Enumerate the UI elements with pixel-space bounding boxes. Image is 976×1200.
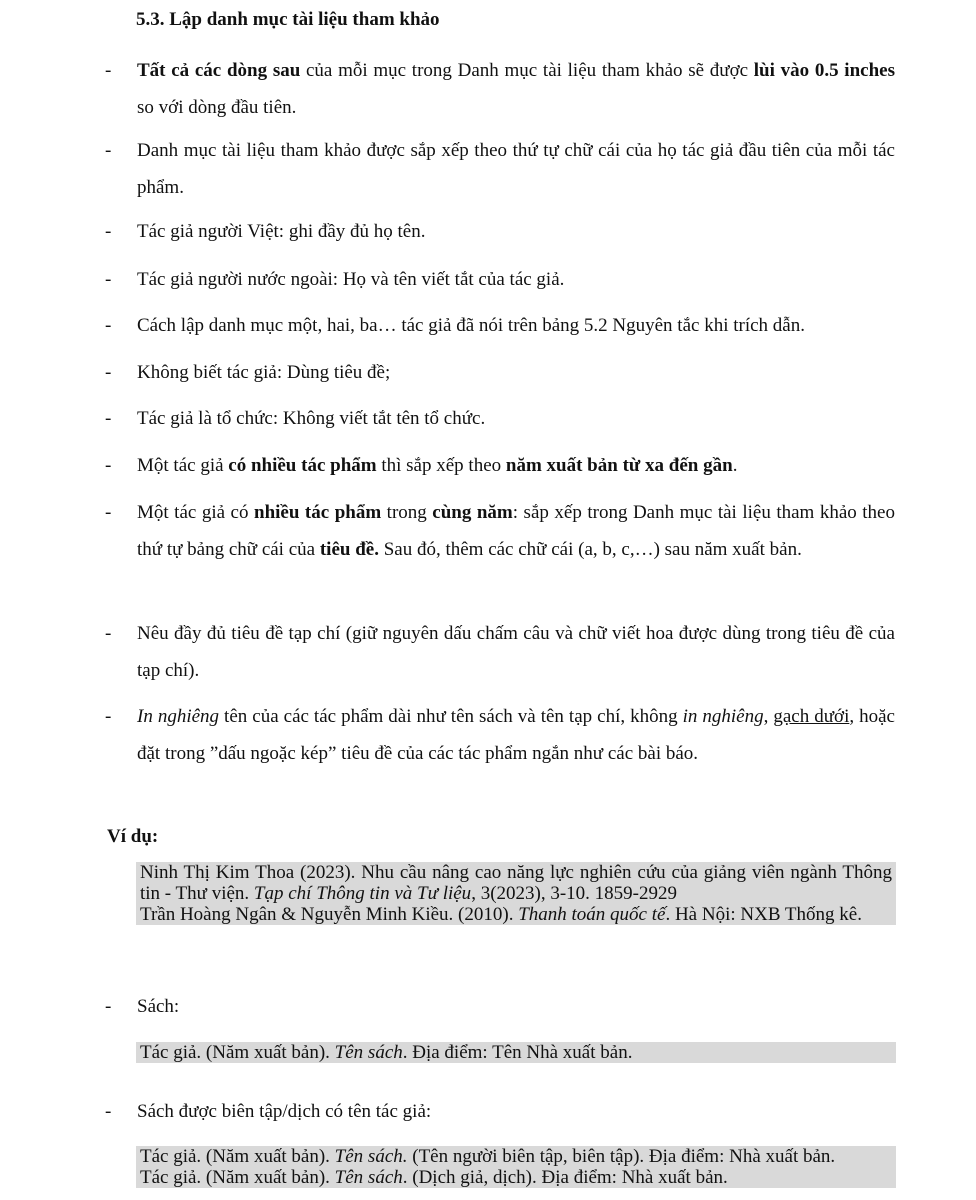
list-item [105, 494, 895, 568]
reference-template [140, 1146, 892, 1167]
example-box [136, 1146, 896, 1188]
dash-marker: - [105, 362, 112, 383]
text-run: Tác giả. (Năm xuất bản). [140, 1042, 335, 1063]
list-item-text: Sách: [137, 996, 180, 1017]
bold-text: Tất cả các dòng sau [137, 60, 301, 81]
list-item [105, 132, 895, 206]
dash-marker: - [105, 623, 112, 644]
bold-text: cùng năm [432, 502, 513, 523]
example-label: Ví dụ: [107, 826, 159, 847]
example-box [136, 862, 896, 925]
italic-text: Thanh toán quốc tế [518, 904, 666, 925]
list-item [105, 447, 895, 484]
text-run: Tác giả. (Năm xuất bản). [140, 1146, 335, 1167]
dash-marker: - [105, 221, 112, 242]
reference-template [140, 1167, 892, 1188]
text-run: thì sắp xếp theo [376, 455, 506, 476]
dash-marker: - [105, 315, 112, 336]
text-run: Ninh Thị Kim Thoa (2023). Nhu cầu nâng cao năng lực nghiên cứu của giảng viên ngành Thông tin - Thư viện. [140, 862, 892, 904]
list-item [105, 213, 895, 250]
text-run: : sắp xếp trong Danh mục tài liệu tham khảo theo thứ tự bảng chữ cái của [137, 502, 895, 560]
dash-marker: - [105, 996, 112, 1017]
text-run: . Hà Nội: NXB Thống kê. [665, 904, 862, 925]
list-item-text [137, 494, 895, 568]
italic-text: Tên sách [334, 1042, 403, 1063]
list-item-text: Nêu đầy đủ tiêu đề tạp chí (giữ nguyên dấu chấm câu và chữ viết hoa được dùng trong tiêu đề của tạp chí). [137, 623, 895, 681]
bold-text: lùi vào 0.5 inches [753, 60, 895, 81]
list-item-text: Cách lập danh mục một, hai, ba… tác giả đã nói trên bảng 5.2 Nguyên tắc khi trích dẫn. [137, 315, 805, 336]
list-item-text: Sách được biên tập/dịch có tên tác giả: [137, 1101, 432, 1122]
list-item [105, 354, 895, 391]
text-run: tên của các tác phẩm dài như tên sách và tên tạp chí, không [219, 706, 683, 727]
list-item [105, 400, 895, 437]
list-item-text [137, 52, 895, 126]
text-run: Một tác giả [137, 455, 229, 476]
text-run: . Địa điểm: Tên Nhà xuất bản. [402, 1042, 633, 1063]
dash-marker: - [105, 706, 112, 727]
text-run: . (Dịch giả, dịch). Địa điểm: Nhà xuất bản. [402, 1167, 728, 1188]
list-item [105, 615, 895, 689]
dash-marker: - [105, 60, 112, 81]
list-item-text: Tác giả người Việt: ghi đầy đủ họ tên. [137, 221, 426, 242]
list-item [105, 307, 895, 344]
italic-text: In nghiêng [137, 706, 220, 727]
dash-marker: - [105, 502, 112, 523]
text-run: , [763, 706, 774, 727]
italic-text: Tạp chí Thông tin và Tư liệu [253, 883, 472, 904]
bold-text: tiêu đề. [319, 539, 379, 560]
italic-text: in nghiêng [682, 706, 764, 727]
list-item-text [137, 447, 895, 484]
text-run: Một tác giả có [137, 502, 254, 523]
text-run: của mỗi mục trong Danh mục tài liệu tham khảo sẽ được [300, 60, 754, 81]
text-run: (Tên người biên tập, biên tập). Địa điểm: Nhà xuất bản. [407, 1146, 836, 1167]
text-run: so với dòng đầu tiên. [137, 97, 297, 118]
list-item-text: Không biết tác giả: Dùng tiêu đề; [137, 362, 391, 383]
text-run: Trần Hoàng Ngân & Nguyễn Minh Kiều. (2010). [140, 904, 519, 925]
list-item-text: Tác giả người nước ngoài: Họ và tên viết tắt của tác giả. [137, 269, 565, 290]
list-item-text: Danh mục tài liệu tham khảo được sắp xếp theo thứ tự chữ cái của họ tác giả đầu tiên của mỗi tác phẩm. [137, 140, 895, 198]
bold-text: năm xuất bản từ xa đến gần [505, 455, 733, 476]
reference-entry [140, 904, 892, 925]
reference-template [140, 1042, 892, 1063]
reference-entry [140, 862, 892, 904]
dash-marker: - [105, 408, 112, 429]
list-item [105, 1093, 895, 1130]
text-run: , 3(2023), 3-10. 1859-2929 [471, 883, 677, 904]
underlined-text: gạch dưới [773, 706, 850, 727]
list-item [105, 261, 895, 298]
bold-text: có nhiều tác phẩm [228, 455, 377, 476]
section-heading: 5.3. Lập danh mục tài liệu tham khảo [136, 9, 440, 30]
italic-text: Tên sách. [334, 1146, 408, 1167]
list-item [105, 52, 895, 126]
list-item [105, 988, 895, 1025]
dash-marker: - [105, 140, 112, 161]
dash-marker: - [105, 455, 112, 476]
text-run: , hoặc đặt trong ”dấu ngoặc kép” tiêu đề của các tác phẩm ngắn như các bài báo. [137, 706, 895, 764]
list-item-text: Tác giả là tổ chức: Không viết tắt tên tổ chức. [137, 408, 486, 429]
dash-marker: - [105, 269, 112, 290]
text-run: Sau đó, thêm các chữ cái (a, b, c,…) sau năm xuất bản. [378, 539, 802, 560]
list-item-text [137, 698, 895, 772]
dash-marker: - [105, 1101, 112, 1122]
text-run: trong [381, 502, 433, 523]
list-item [105, 698, 895, 772]
text-run: Tác giả. (Năm xuất bản). [140, 1167, 335, 1188]
italic-text: Tên sách [334, 1167, 403, 1188]
bold-text: nhiều tác phẩm [254, 502, 382, 523]
text-run: . [732, 455, 738, 476]
example-box [136, 1042, 896, 1063]
